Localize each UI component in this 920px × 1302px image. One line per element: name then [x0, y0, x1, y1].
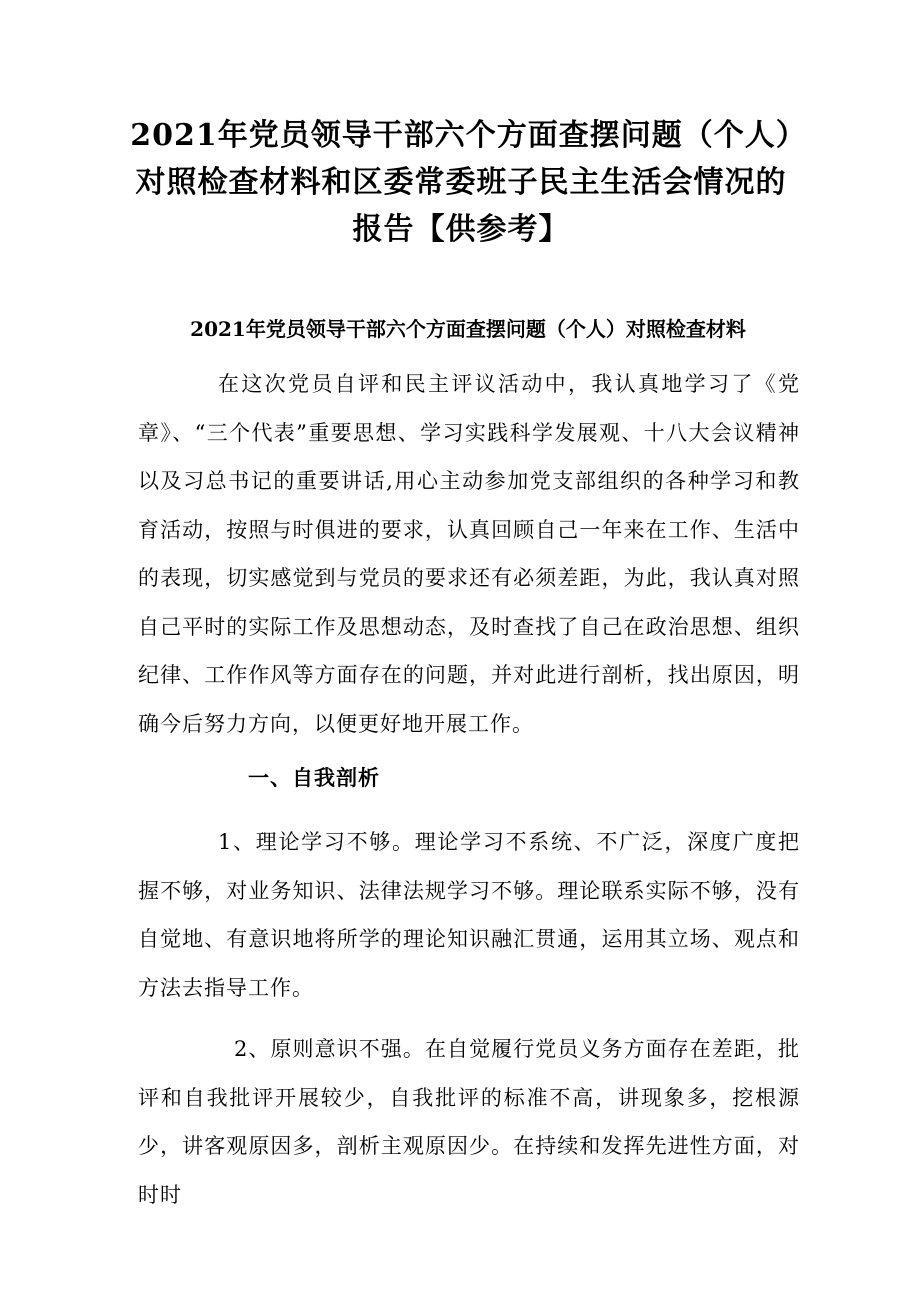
item-1-paragraph: 1、理论学习不够。理论学习不系统、不广泛，深度广度把握不够，对业务知识、法律法规学习不够。理论联系实际不够，没有自觉地、有意识地将所学的理论知识融汇贯通，运用其立场、观点和方法去指导工作。 — [138, 830, 800, 1000]
document-title: 2021年党员领导干部六个方面查摆问题（个人）对照检查材料和区委常委班子民主生活会情况的报告【供参考】 — [130, 118, 792, 247]
intro-paragraph: 在这次党员自评和民主评议活动中，我认真地学习了《党章》、“三个代表”重要思想、学习实践科学发展观、十八大会议精神以及习总书记的重要讲话,用心主动参加党支部组织的各种学习和教育活动，按照与时俱进的要求，认真回顾自己一年来在工作、生活中的表现，切实感觉到与党员的要求还有必须差距，为此，我认真对照自己平时的实际工作及思想动态，及时查找了自己在政治思想、组织纪律、工作作风等方面存在的问题，并对此进行剖析，找出原因，明确今后努力方向，以便更好地开展工作。 — [138, 372, 800, 736]
item-2-paragraph: 2、原则意识不强。在自觉履行党员义务方面存在差距，批评和自我批评开展较少，自我批评的标准不高，讲现象多，挖根源少，讲客观原因多，剖析主观原因少。在持续和发挥先进性方面，对时时 — [138, 1037, 800, 1207]
section-heading: 一、自我剖析 — [248, 765, 380, 790]
document-subtitle: 2021年党员领导干部六个方面查摆问题（个人）对照检查材料 — [190, 317, 746, 341]
